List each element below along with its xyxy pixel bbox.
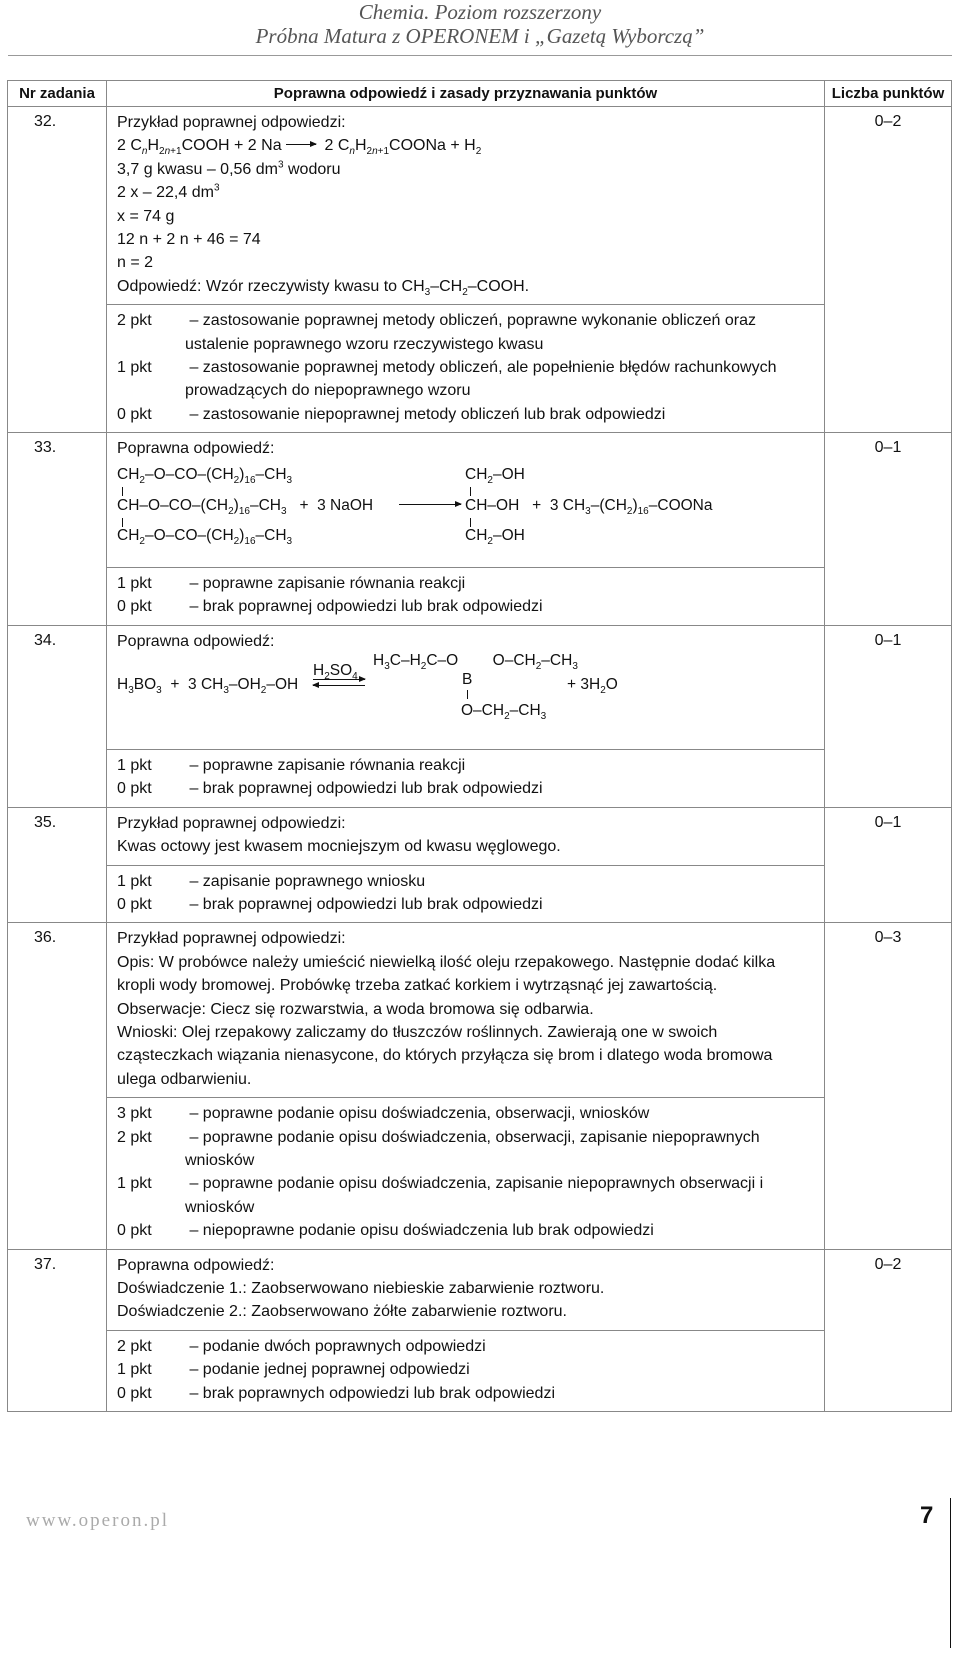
answer-text: Kwas octowy jest kwasem mocniejszym od kwasu węglowego. [117, 838, 561, 856]
answer-intro: Poprawna odpowiedź: [117, 1256, 275, 1274]
task-number: 34. [8, 625, 107, 807]
scoring-item: 2 pkt – poprawne podanie opisu doświadczenia, obserwacji, zapisanie niepoprawnych wniosków [117, 1128, 760, 1169]
task-number: 35. [8, 807, 107, 923]
calc-line: n = 2 [117, 254, 154, 272]
scoring-item: 0 pkt – brak poprawnej odpowiedzi lub brak odpowiedzi [117, 895, 543, 913]
answer-intro: Poprawna odpowiedź: [117, 632, 275, 650]
answer-cell [107, 107, 825, 433]
scoring-item: 1 pkt – zastosowanie poprawnej metody obliczeń, ale popełnienie błędów rachunkowych prowadzących do niepoprawnego wzoru [117, 359, 777, 400]
scoring-item: 1 pkt – podanie jednej poprawnej odpowiedzi [117, 1361, 470, 1379]
col-header-nr: Nr zadania [8, 81, 107, 107]
answer-block [107, 923, 824, 1097]
scoring-block [107, 304, 824, 432]
answer-block: Przykład poprawnej odpowiedzi: 2 $C_nH_{2n+1}COOH + 2$ Na 2 $C_nH_{2n+1}COONa + H_2$ 3,7 g kwasu – 0,56 $dm^3$ wodoru 2 x – 22,4 $dm^3$ x = 74 g 12 n + 2 n + 46 = 74 n = 2 Odpowiedź: Wzór rzeczywisty kwasu to $CH_3-CH_2$–COOH. [107, 107, 824, 304]
experiment-description: Opis: W probówce należy umieścić niewielką ilość oleju rzepakowego. Następnie dodać kilka kropli wody bromowej. Probówkę trzeba zatkać korkiem i wytrząsnąć jej zawartością. [117, 953, 776, 995]
points-value: 0–1 [825, 807, 952, 923]
scoring-item: 3 pkt – poprawne podanie opisu doświadczenia, obserwacji, wniosków [117, 1105, 650, 1123]
answer-block [107, 808, 824, 865]
esterification-equation: $H_3BO_3 + 3$ $CH_3-OH_2-OH$ $H_2SO_4$ $H_3C-H_2C-O$ $O-CH_2-CH_3$ B $O-CH_2-CH_3$ + $3H_2O$ [117, 651, 618, 722]
page-number: 7 [920, 1502, 934, 1529]
saponification-equation: $CH_2-O-CO-(CH_2)_{16}-CH_3$ $CH-O-CO-(CH_2)_{16}-CH_3 + 3$ NaOH $CH_2-O-CO-(CH_2)_{16}-CH_3$ $CH_2-OH$ CH–OH + 3 $CH_3-(CH_2)_{16}$–COONa $CH_2-OH$ [117, 465, 713, 547]
header-divider [8, 55, 952, 56]
table-row [8, 1249, 952, 1411]
points-value: 0–3 [825, 923, 952, 1249]
scoring-block [107, 865, 824, 923]
scoring-item: 0 pkt – brak poprawnej odpowiedzi lub brak odpowiedzi [117, 598, 543, 616]
footer-url[interactable]: www.operon.pl [26, 1510, 169, 1531]
answer-block [107, 1250, 824, 1330]
scoring-block [107, 1330, 824, 1411]
scoring-item: 1 pkt – poprawne zapisanie równania reakcji [117, 756, 466, 774]
table-row [8, 107, 952, 433]
scoring-item: 1 pkt – poprawne podanie opisu doświadczenia, zapisanie niepoprawnych obserwacji i wniosków [117, 1175, 764, 1216]
footer-divider [950, 1498, 951, 1648]
scoring-block [107, 1097, 824, 1248]
calc-line: 12 n + 2 n + 46 = 74 [117, 231, 261, 249]
reaction-equation: 2 $C_nH_{2n+1}COOH + 2$ Na 2 $C_nH_{2n+1}COONa + H_2$ [117, 137, 482, 158]
answer-intro: Poprawna odpowiedź: [117, 440, 275, 458]
answer-intro: Przykład poprawnej odpowiedzi: [117, 930, 346, 948]
answer-block [107, 433, 824, 566]
calc-line: 2 x – 22,4 dm [117, 184, 214, 202]
calc-line: x = 74 g [117, 207, 175, 225]
col-header-points: Liczba punktów [825, 81, 952, 107]
answer-intro: Przykład poprawnej odpowiedzi: [117, 814, 346, 832]
task-number: 36. [8, 923, 107, 1249]
scoring-item: 0 pkt – brak poprawnej odpowiedzi lub brak odpowiedzi [117, 780, 543, 798]
experiment-conclusions: Wnioski: Olej rzepakowy zaliczamy do tłuszczów roślinnych. Zawierają one w swoich cząsteczkach wiązania nienasycone, do których przyłącza się brom i dlatego woda bromowa ulega odbarwieniu. [117, 1023, 773, 1088]
experiment-1-result: Doświadczenie 1.: Zaobserwowano niebieskie zabarwienie roztworu. [117, 1280, 605, 1298]
header-subtitle: Próbna Matura z OPERONEM i „Gazetą Wyborczą” [255, 24, 705, 48]
task-number: 32. [8, 107, 107, 433]
task-number: 37. [8, 1249, 107, 1411]
scoring-item: 1 pkt – zapisanie poprawnego wniosku [117, 872, 426, 890]
answer-cell [107, 433, 825, 625]
answer-key-table [7, 80, 952, 1412]
answer-intro: Przykład poprawnej odpowiedzi: [117, 114, 346, 131]
table-row [8, 625, 952, 807]
points-value: 0–1 [825, 433, 952, 625]
task-number: 33. [8, 433, 107, 625]
points-value: 0–2 [825, 1249, 952, 1411]
points-value: 0–1 [825, 625, 952, 807]
scoring-block [107, 567, 824, 625]
experiment-2-result: Doświadczenie 2.: Zaobserwowano żółte zabarwienie roztworu. [117, 1303, 567, 1321]
table-row [8, 807, 952, 923]
final-answer: Odpowiedź: Wzór rzeczywisty kwasu to [117, 277, 402, 295]
scoring-item: 1 pkt – poprawne zapisanie równania reakcji [117, 574, 466, 592]
scoring-item: 2 pkt – podanie dwóch poprawnych odpowiedzi [117, 1337, 486, 1355]
answer-cell [107, 1249, 825, 1411]
table-row [8, 433, 952, 625]
scoring-item: 2 pkt – zastosowanie poprawnej metody obliczeń, poprawne wykonanie obliczeń oraz ustalenie poprawnego wzoru rzeczywistego kwasu [117, 312, 757, 353]
answer-cell [107, 625, 825, 807]
answer-cell [107, 923, 825, 1249]
table-header-row [8, 81, 952, 107]
answer-block [107, 626, 824, 749]
scoring-block [107, 749, 824, 807]
scoring-item: 0 pkt – zastosowanie niepoprawnej metody obliczeń lub brak odpowiedzi [117, 405, 666, 423]
header-title: Chemia. Poziom rozszerzony [358, 0, 602, 24]
table-row [8, 923, 952, 1249]
col-header-answer: Poprawna odpowiedź i zasady przyznawania punktów [107, 81, 825, 107]
calc-line: 3,7 g kwasu – 0,56 dm [117, 160, 278, 178]
answer-cell [107, 807, 825, 923]
scoring-item: 0 pkt – brak poprawnych odpowiedzi lub brak odpowiedzi [117, 1384, 556, 1402]
experiment-observations: Obserwacje: Ciecz się rozwarstwia, a woda bromowa się odbarwia. [117, 1000, 594, 1018]
points-value: 0–2 [825, 107, 952, 433]
scoring-item: 0 pkt – niepoprawne podanie opisu doświadczenia lub brak odpowiedzi [117, 1222, 654, 1240]
